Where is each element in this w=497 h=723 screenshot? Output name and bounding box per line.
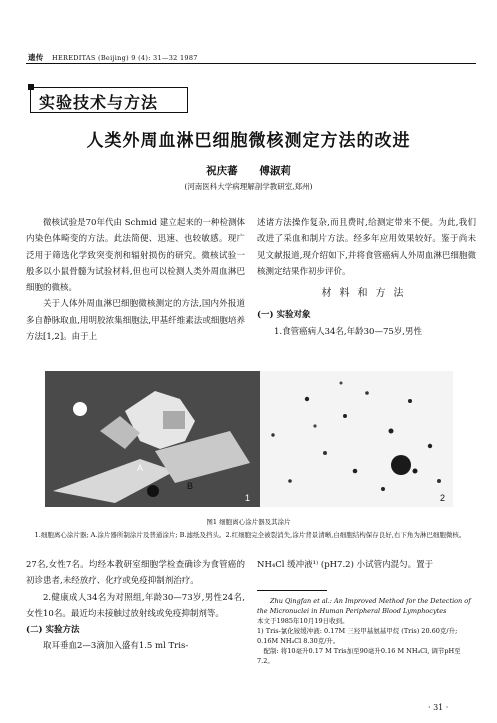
footnote-1: 1) Tris-氯化铵缓冲液: 0.17M 三羟甲基氨基甲烷 (Tris) 20.60克/升; 0.16M NH₄Cl 8.30克/升。: [257, 627, 458, 645]
method-paragraph-continued: NH₄Cl 缓冲液¹⁾ (pH7.2) 小试管内混匀。置于: [257, 560, 434, 570]
running-header: [28, 52, 198, 63]
footnote-rule: [257, 590, 327, 591]
subheading-subjects: (一) 实验对象: [257, 310, 311, 321]
authors: 祝庆蕃 傅淑莉: [206, 165, 291, 177]
subjects-paragraph: 1.食管癌病人34名,年龄30—75岁,男性: [274, 326, 422, 337]
journal-name: 遗传: [28, 53, 44, 62]
controls-paragraph: 2.健康成人34名为对照组,年龄30—73岁,男性24名,女性10名。最近均未接触过放射线或免疫抑制剂等。: [26, 592, 245, 619]
figure-label-2: 2: [440, 493, 446, 503]
intro-paragraph-continued: 述诸方法操作复杂,而且费时,给测定带来不便。为此,我们改进了采血和制片方法。经多年应用效果较好。鉴于尚未见文献报道,现介绍如下,并将食管癌病人外周血淋巴细胞微核测定结果作初步评价。: [257, 218, 476, 277]
figure-label-1: 1: [245, 493, 251, 503]
method-paragraph: 取耳垂血2—3滴加入盛有1.5 ml Tris-: [43, 641, 189, 652]
right-column-top: [257, 215, 476, 340]
figure-caption: 图1 细胞离心涂片器及其涂片: [206, 518, 291, 526]
corner-mark: [28, 84, 34, 90]
intro-paragraph-2: 关于人体外周血淋巴细胞微核测定的方法,国内外报道多自静脉取血,用明胶浓集细胞法,甲基纤维素法或细胞培养方法[1,2]。由于上: [26, 299, 245, 343]
left-column-top: [26, 215, 245, 345]
subheading-method: (二) 实验方法: [26, 625, 80, 636]
footnote-2: 配制: 将10毫升0.17 M Tris加至90毫升0.16 M NH₄Cl, 调节pH至7.2。: [257, 647, 461, 665]
subjects-paragraph-continued: 27名,女性7名。均经本教研室细胞学检查确诊为食管癌的初诊患者,未经放疗、化疗或免疫抑制剂治疗。: [26, 560, 245, 587]
section-heading-methods: 材料和方法: [321, 288, 412, 300]
figure-photo: [45, 371, 453, 507]
left-column-bottom: [26, 557, 245, 655]
journal-citation: HEREDITAS (Beijing) 9 (4): 31—32 1987: [51, 54, 198, 62]
figure-label-b: B: [187, 481, 194, 491]
figure-note: 1.细胞离心涂片器; A.涂片器所制涂片及普通涂片; B.滤纸及挡头。2.红细胞完全被裂消失,涂片背景清晰,白细胞结构保存良好,右下角为淋巴细胞微核。: [34, 531, 466, 539]
english-title: Zhu Qingfan et al.: An Improved Method for the Detection of the Micronuclei in Human Peripheral Blood Lymphocytes: [257, 597, 471, 615]
intro-paragraph-1: 微核试验是70年代由 Schmid 建立起来的一种检测体内染色体畸变的方法。此法简便、迅速、也较敏感。现广泛用于筛选化学致突变剂和辐射损伤的研究。微核试验一般多以小鼠骨髓为试验材料,但也可以检测人类外周血淋巴细胞的微核。: [26, 218, 245, 294]
page-number: · 31 ·: [428, 703, 449, 712]
article-title: 人类外周血淋巴细胞微核测定方法的改进: [86, 131, 411, 151]
affiliation: (河南医科大学病理解剖学教研室,郑州): [184, 182, 313, 191]
figure-illustration: [45, 371, 453, 507]
figure-label-a: A: [137, 463, 144, 473]
section-label-box: [30, 87, 188, 113]
section-label: 实验技术与方法: [39, 93, 159, 112]
right-column-bottom: [257, 557, 476, 573]
received-date: 本文于1985年10月19日收到。: [257, 617, 349, 625]
header-rule: [26, 63, 476, 64]
footnote-block: [257, 596, 476, 666]
